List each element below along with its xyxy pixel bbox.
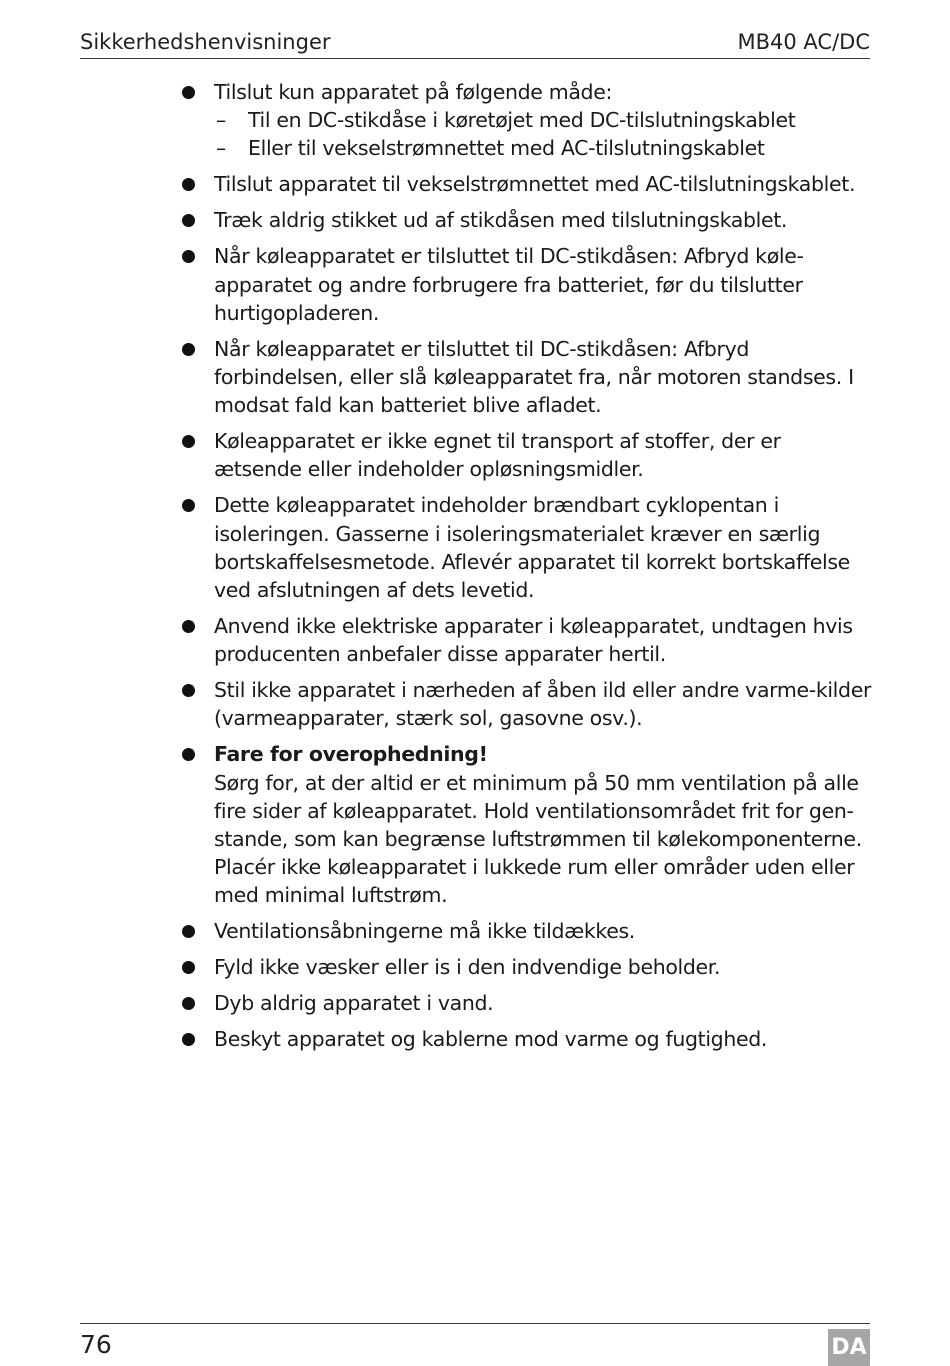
list-item	[182, 335, 872, 420]
bullet-icon	[182, 684, 195, 697]
bullet-icon	[182, 86, 195, 99]
warning-heading: Fare for overophedning!	[214, 742, 488, 767]
page-number: 76	[80, 1330, 112, 1359]
list-item-text: Sørg for, at der altid er et minimum på 50 mm ventilation på alle fire sider af køleapparatet. Hold ventilationsområdet frit for gen-stande, som kan begrænse luftstrømmen til kølekomponenterne. Placér ikke køleapparatet i lukkede rum eller områder uden eller med minimal luftstrøm.	[214, 770, 862, 908]
bullet-icon	[182, 214, 195, 227]
sub-list-item	[214, 134, 872, 162]
list-item	[182, 427, 872, 483]
list-item	[182, 242, 872, 327]
list-item	[182, 491, 872, 604]
list-item-text: Tilslut kun apparatet på følgende måde:	[214, 80, 613, 104]
list-item-text: Fyld ikke væsker eller is i den indvendige beholder.	[214, 955, 721, 980]
list-item-text: Stil ikke apparatet i nærheden af åben ild eller andre varme-kilder (varmeapparater, stærk sol, gasovne osv.).	[214, 678, 872, 731]
page-header	[80, 28, 870, 59]
bullet-icon	[182, 178, 195, 191]
list-item	[182, 612, 872, 668]
bullet-icon	[182, 1033, 195, 1046]
list-item-text: Når køleapparatet er tilsluttet til DC-stikdåsen: Afbryd forbindelsen, eller slå køleapparatet fra, når motoren standses. I modsat fald kan batteriet blive afladet.	[214, 336, 854, 418]
page-footer	[80, 1323, 870, 1366]
safety-instructions-list	[182, 78, 872, 1061]
list-item-text: Ventilationsåbningerne må ikke tildækkes.	[214, 919, 635, 944]
list-item	[182, 989, 872, 1017]
sub-list-item-text: Til en DC-stikdåse i køretøjet med DC-tilslutningskablet	[248, 108, 796, 133]
dash-icon: –	[216, 108, 226, 133]
sub-list-item-text: Eller til vekselstrømnettet med AC-tilslutningskablet	[248, 136, 765, 161]
bullet-icon	[182, 343, 195, 356]
list-item	[182, 676, 872, 732]
list-item	[182, 953, 872, 981]
list-item-text: Dyb aldrig apparatet i vand.	[214, 991, 494, 1016]
section-title: Sikkerhedshenvisninger	[80, 30, 331, 54]
bullet-icon	[182, 499, 195, 512]
list-item-text: Tilslut apparatet til vekselstrømnettet med AC-tilslutningskablet.	[214, 172, 856, 197]
list-item-text: Beskyt apparatet og kablerne mod varme og fugtighed.	[214, 1027, 768, 1052]
bullet-icon	[182, 748, 195, 761]
bullet-icon	[182, 250, 195, 263]
list-item	[182, 78, 872, 163]
list-item-warning	[182, 740, 872, 909]
list-item	[182, 917, 872, 945]
model-name: MB40 AC/DC	[737, 30, 870, 54]
list-item	[182, 170, 872, 198]
dash-icon: –	[216, 136, 226, 161]
list-item	[182, 1025, 872, 1053]
language-badge: DA	[828, 1329, 870, 1366]
list-item-text: Køleapparatet er ikke egnet til transport af stoffer, der er ætsende eller indeholder opløsningsmidler.	[214, 429, 781, 482]
bullet-icon	[182, 435, 195, 448]
bullet-icon	[182, 997, 195, 1010]
list-item-text: Træk aldrig stikket ud af stikdåsen med tilslutningskablet.	[214, 208, 788, 233]
bullet-icon	[182, 961, 195, 974]
sub-list-item	[214, 106, 872, 134]
bullet-icon	[182, 925, 195, 938]
bullet-icon	[182, 620, 195, 633]
list-item-text: Dette køleapparatet indeholder brændbart cyklopentan i isoleringen. Gasserne i isoleringsmaterialet kræver en særlig bortskaffelsesmetode. Aflevér apparatet til korrekt bortskaffelse ved afslutningen af dets levetid.	[214, 493, 850, 603]
list-item-text: Når køleapparatet er tilsluttet til DC-stikdåsen: Afbryd køle-apparatet og andre forbrugere fra batteriet, før du tilslutter hurtigopladeren.	[214, 244, 804, 325]
list-item-text: Anvend ikke elektriske apparater i køleapparatet, undtagen hvis producenten anbefaler disse apparater hertil.	[214, 614, 853, 667]
list-item	[182, 206, 872, 234]
